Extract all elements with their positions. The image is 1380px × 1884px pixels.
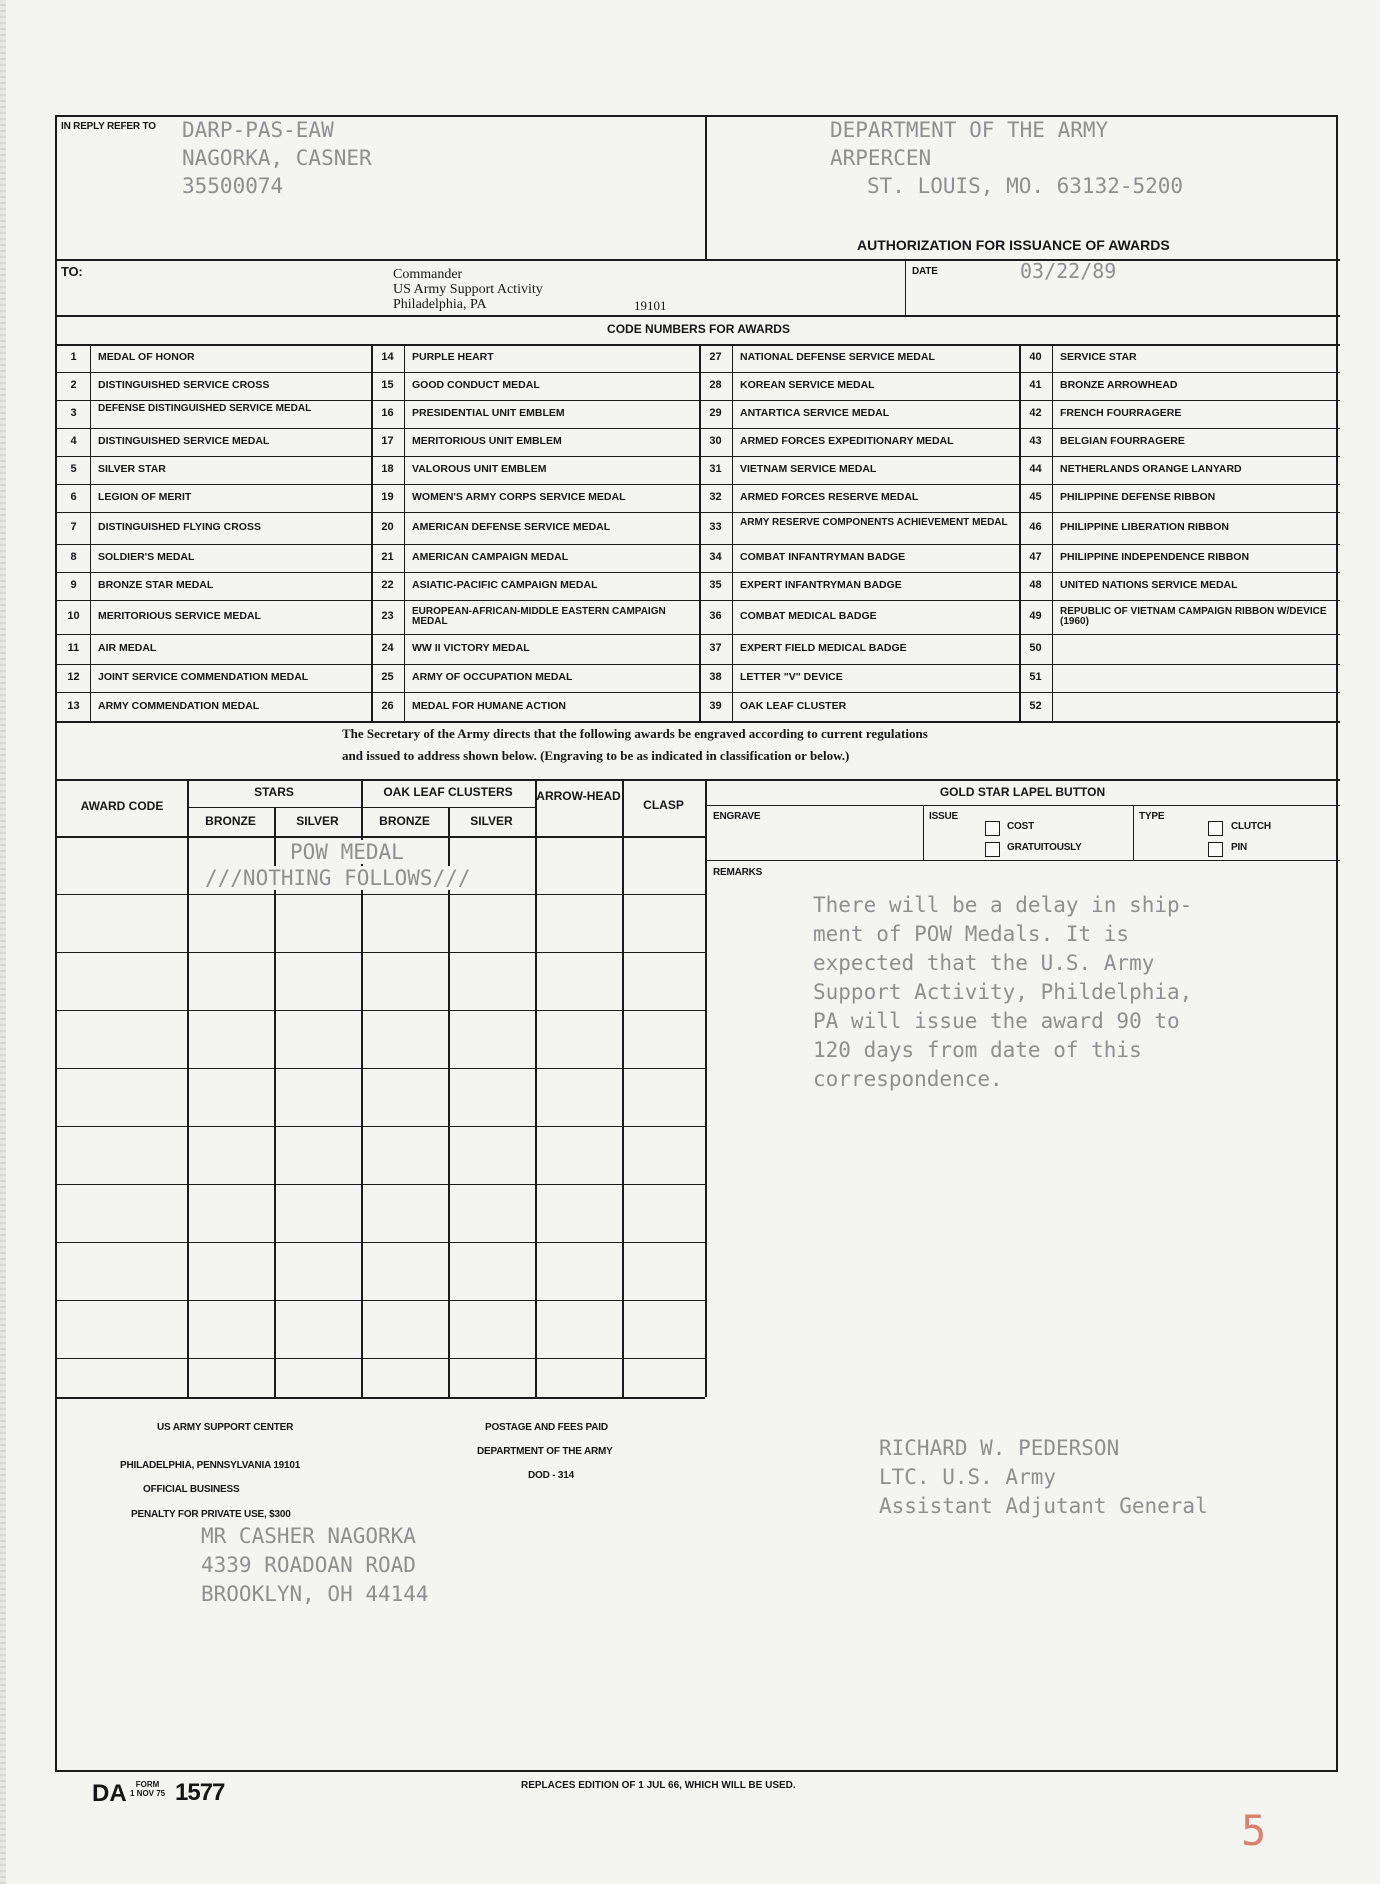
award-code-number: 8 xyxy=(70,551,77,563)
award-code-name: DISTINGUISHED SERVICE MEDAL xyxy=(98,435,270,447)
gratuitously-checkbox[interactable] xyxy=(985,842,1000,857)
footer-form-number: 1577 xyxy=(175,1779,225,1806)
award-code-name: NETHERLANDS ORANGE LANYARD xyxy=(1060,463,1242,475)
award-code-name: VIETNAM SERVICE MEDAL xyxy=(740,463,877,475)
award-row-line xyxy=(57,1126,705,1127)
engrave-label: ENGRAVE xyxy=(713,811,761,822)
award-code-number: 4 xyxy=(70,435,77,447)
reply-line-2: NAGORKA, CASNER xyxy=(182,146,372,170)
signature-line-3: Assistant Adjutant General xyxy=(879,1494,1208,1518)
remarks-line-2: ment of POW Medals. It is xyxy=(813,922,1130,946)
award-code-name: ASIATIC-PACIFIC CAMPAIGN MEDAL xyxy=(412,579,598,591)
award-code-number: 16 xyxy=(381,407,394,419)
award-code-name: JOINT SERVICE COMMENDATION MEDAL xyxy=(98,671,309,683)
award-code-name: ARMY OF OCCUPATION MEDAL xyxy=(412,671,573,683)
award-code-number: 2 xyxy=(70,379,77,391)
award-row-line xyxy=(57,1010,705,1011)
signature-line-1: RICHARD W. PEDERSON xyxy=(879,1436,1120,1460)
remarks-label: REMARKS xyxy=(713,867,763,878)
award-code-name: GOOD CONDUCT MEDAL xyxy=(412,379,540,391)
award-code-number: 27 xyxy=(709,351,722,363)
address-line-2: 4339 ROADOAN ROAD xyxy=(201,1553,416,1577)
award-code-number: 48 xyxy=(1029,579,1042,591)
arrowhead-header: ARROW-HEAD xyxy=(536,789,621,803)
award-code-number: 28 xyxy=(709,379,722,391)
award-row-line xyxy=(57,894,705,895)
date-label: DATE xyxy=(912,266,938,277)
stars-bronze-header: BRONZE xyxy=(205,814,256,828)
mailer-line-3: OFFICIAL BUSINESS xyxy=(143,1484,240,1495)
award-code-number: 32 xyxy=(709,491,722,503)
award-code-number: 18 xyxy=(381,463,394,475)
mailer-line-2: PHILADELPHIA, PENNSYLVANIA 19101 xyxy=(120,1460,301,1471)
award-code-name: EXPERT FIELD MEDICAL BADGE xyxy=(740,642,907,654)
award-code-number: 44 xyxy=(1029,463,1042,475)
remarks-line-1: There will be a delay in ship- xyxy=(813,893,1193,917)
award-code-name: PURPLE HEART xyxy=(412,351,494,363)
address-line-1: MR CASHER NAGORKA xyxy=(201,1524,416,1548)
postage-line-1: POSTAGE AND FEES PAID xyxy=(485,1422,608,1433)
gratuitously-label: GRATUITOUSLY xyxy=(1007,842,1082,853)
award-code-number: 1 xyxy=(70,351,77,363)
award-code-number: 50 xyxy=(1029,642,1042,654)
award-code-name: COMBAT INFANTRYMAN BADGE xyxy=(740,551,906,563)
award-code-number: 25 xyxy=(381,671,394,683)
remarks-line-7: correspondence. xyxy=(813,1067,1003,1091)
remarks-line-5: PA will issue the award 90 to xyxy=(813,1009,1180,1033)
award-code-name: DISTINGUISHED FLYING CROSS xyxy=(98,521,261,533)
award-code-number: 35 xyxy=(709,579,722,591)
award-code-name: NATIONAL DEFENSE SERVICE MEDAL xyxy=(740,351,935,363)
type-label: TYPE xyxy=(1139,811,1165,822)
award-code-number: 38 xyxy=(709,671,722,683)
award-code-name: MEDAL OF HONOR xyxy=(98,351,195,363)
award-code-number: 23 xyxy=(381,610,394,622)
award-row-line xyxy=(57,952,705,953)
reply-line-1: DARP-PAS-EAW xyxy=(182,118,334,142)
award-code-name: DEFENSE DISTINGUISHED SERVICE MEDAL xyxy=(98,403,312,414)
postage-line-3: DOD - 314 xyxy=(528,1470,574,1481)
directive-line-1: The Secretary of the Army directs that the following awards be engraved according to current regulations xyxy=(342,726,928,741)
award-code-name: REPUBLIC OF VIETNAM CAMPAIGN RIBBON W/DEVICE (1960) xyxy=(1060,606,1327,627)
award-code-name: DISTINGUISHED SERVICE CROSS xyxy=(98,379,270,391)
oak-silver-header: SILVER xyxy=(470,814,513,828)
remarks-line-4: Support Activity, Phildelphia, xyxy=(813,980,1193,1004)
award-code-name: ARMY RESERVE COMPONENTS ACHIEVEMENT MEDAL xyxy=(740,517,1008,528)
award-code-name: WW II VICTORY MEDAL xyxy=(412,642,530,654)
dept-line-3: ST. LOUIS, MO. 63132-5200 xyxy=(867,174,1184,198)
award-code-name: ARMED FORCES RESERVE MEDAL xyxy=(740,491,919,503)
award-code-number: 20 xyxy=(381,521,394,533)
award-row-line xyxy=(57,1300,705,1301)
award-code-number: 40 xyxy=(1029,351,1042,363)
award-code-number: 43 xyxy=(1029,435,1042,447)
award-code-name: MERITORIOUS UNIT EMBLEM xyxy=(412,435,562,447)
postage-line-2: DEPARTMENT OF THE ARMY xyxy=(477,1446,613,1457)
award-code-header: AWARD CODE xyxy=(80,799,164,813)
award-entry-pow-medal: POW MEDAL xyxy=(290,840,404,864)
award-code-name: PHILIPPINE DEFENSE RIBBON xyxy=(1060,491,1216,503)
award-code-number: 9 xyxy=(70,579,77,591)
award-code-number: 31 xyxy=(709,463,722,475)
award-code-number: 26 xyxy=(381,699,394,712)
award-code-name: COMBAT MEDICAL BADGE xyxy=(740,610,877,622)
page-edge xyxy=(0,0,6,1884)
to-line-2: US Army Support Activity xyxy=(393,282,543,297)
clutch-checkbox[interactable] xyxy=(1208,821,1223,836)
signature-line-2: LTC. U.S. Army xyxy=(879,1465,1057,1489)
award-code-number: 3 xyxy=(70,407,77,419)
award-code-name: PHILIPPINE LIBERATION RIBBON xyxy=(1060,521,1229,533)
to-label: TO: xyxy=(61,264,83,279)
reply-label: IN REPLY REFER TO xyxy=(61,121,156,132)
codes-title: CODE NUMBERS FOR AWARDS xyxy=(607,322,790,336)
award-code-name: SERVICE STAR xyxy=(1060,351,1137,363)
to-line-3: Philadelphia, PA xyxy=(393,297,487,312)
clasp-header: CLASP xyxy=(643,798,684,812)
award-code-number: 36 xyxy=(709,610,722,622)
award-code-name: BELGIAN FOURRAGERE xyxy=(1060,435,1185,447)
award-code-number: 17 xyxy=(381,435,394,447)
award-code-name: MERITORIOUS SERVICE MEDAL xyxy=(98,610,261,622)
award-code-number: 47 xyxy=(1029,551,1042,563)
footer-form-word: FORM xyxy=(135,1780,160,1789)
award-code-name: BRONZE ARROWHEAD xyxy=(1060,379,1178,391)
issue-label: ISSUE xyxy=(929,811,959,822)
cost-checkbox[interactable] xyxy=(985,821,1000,836)
reply-line-3: 35500074 xyxy=(182,174,284,198)
award-row-line xyxy=(57,1242,705,1243)
award-code-number: 13 xyxy=(67,699,80,712)
footer-replaces: REPLACES EDITION OF 1 JUL 66, WHICH WILL BE USED. xyxy=(521,1780,796,1791)
award-code-number: 30 xyxy=(709,435,722,447)
award-code-number: 51 xyxy=(1029,671,1042,683)
stars-silver-header: SILVER xyxy=(296,814,339,828)
pin-label: PIN xyxy=(1231,842,1248,853)
address-line-3: BROOKLYN, OH 44144 xyxy=(201,1582,429,1606)
dept-line-1: DEPARTMENT OF THE ARMY xyxy=(830,118,1109,142)
award-code-name: LETTER "V" DEVICE xyxy=(740,671,843,683)
award-code-name: AMERICAN CAMPAIGN MEDAL xyxy=(412,551,569,563)
cost-label: COST xyxy=(1007,821,1034,832)
award-code-number: 45 xyxy=(1029,491,1042,503)
form-title: AUTHORIZATION FOR ISSUANCE OF AWARDS xyxy=(857,237,1170,253)
award-code-name: ARMY COMMENDATION MEDAL xyxy=(98,699,260,712)
to-zip: 19101 xyxy=(634,298,667,313)
award-code-number: 12 xyxy=(67,671,80,683)
award-code-name: MEDAL FOR HUMANE ACTION xyxy=(412,699,566,712)
award-code-name: VALOROUS UNIT EMBLEM xyxy=(412,463,547,475)
award-code-name: LEGION OF MERIT xyxy=(98,491,192,503)
award-code-number: 33 xyxy=(709,521,722,533)
award-code-number: 5 xyxy=(70,463,77,475)
award-code-number: 52 xyxy=(1029,699,1042,712)
award-code-name: EUROPEAN-AFRICAN-MIDDLE EASTERN CAMPAIGN MEDAL xyxy=(412,606,666,627)
award-code-name: AMERICAN DEFENSE SERVICE MEDAL xyxy=(412,521,611,533)
award-code-number: 24 xyxy=(381,642,394,654)
clutch-label: CLUTCH xyxy=(1231,821,1271,832)
award-code-number: 7 xyxy=(70,521,77,533)
pin-checkbox[interactable] xyxy=(1208,842,1223,857)
award-row-line xyxy=(57,1358,705,1359)
award-code-name: FRENCH FOURRAGERE xyxy=(1060,407,1182,419)
mailer-line-4: PENALTY FOR PRIVATE USE, $300 xyxy=(131,1509,291,1520)
stars-header: STARS xyxy=(254,785,294,799)
award-code-name: AIR MEDAL xyxy=(98,642,157,654)
award-code-number: 6 xyxy=(70,491,77,503)
nothing-follows: ///NOTHING FOLLOWS/// xyxy=(205,866,471,890)
award-code-name: WOMEN'S ARMY CORPS SERVICE MEDAL xyxy=(412,491,626,503)
date-value: 03/22/89 xyxy=(1020,259,1117,283)
award-code-number: 42 xyxy=(1029,407,1042,419)
award-row-line xyxy=(57,1184,705,1185)
award-code-name: ANTARTICA SERVICE MEDAL xyxy=(740,407,890,419)
award-code-number: 39 xyxy=(709,699,722,712)
mailer-line-1: US ARMY SUPPORT CENTER xyxy=(157,1422,294,1433)
award-code-number: 21 xyxy=(381,551,394,563)
award-code-number: 14 xyxy=(381,351,394,363)
oak-leaf-header: OAK LEAF CLUSTERS xyxy=(383,785,513,799)
gold-star-title: GOLD STAR LAPEL BUTTON xyxy=(939,785,1106,799)
dept-line-2: ARPERCEN xyxy=(830,146,932,170)
award-code-name: ARMED FORCES EXPEDITIONARY MEDAL xyxy=(740,435,954,447)
award-code-number: 37 xyxy=(709,642,722,654)
award-row-line xyxy=(57,1068,705,1069)
award-code-number: 49 xyxy=(1029,610,1042,622)
award-code-number: 29 xyxy=(709,407,722,419)
award-code-name: KOREAN SERVICE MEDAL xyxy=(740,379,875,391)
directive-line-2: and issued to address shown below. (Engraving to be as indicated in classification or below.) xyxy=(342,748,850,763)
award-code-number: 15 xyxy=(381,379,394,391)
footer-da: DA xyxy=(92,1780,127,1807)
award-code-name: SILVER STAR xyxy=(98,463,166,475)
award-code-name: BRONZE STAR MEDAL xyxy=(98,579,214,591)
to-line-1: Commander xyxy=(393,267,463,282)
footer-form-block xyxy=(130,1780,165,1798)
award-code-number: 11 xyxy=(67,642,80,654)
oak-bronze-header: BRONZE xyxy=(379,814,430,828)
award-code-number: 22 xyxy=(381,579,394,591)
footer-form-date: 1 NOV 75 xyxy=(130,1789,166,1798)
award-code-number: 19 xyxy=(381,491,394,503)
award-code-number: 10 xyxy=(67,610,80,622)
award-code-number: 46 xyxy=(1029,521,1042,533)
page-mark: 5 xyxy=(1241,1806,1267,1855)
award-code-name: OAK LEAF CLUSTER xyxy=(740,699,847,712)
award-code-name: EXPERT INFANTRYMAN BADGE xyxy=(740,579,902,591)
remarks-line-6: 120 days from date of this xyxy=(813,1038,1142,1062)
award-code-name: SOLDIER'S MEDAL xyxy=(98,551,195,563)
award-code-number: 41 xyxy=(1029,379,1042,391)
award-code-name: PRESIDENTIAL UNIT EMBLEM xyxy=(412,407,565,419)
award-code-name: PHILIPPINE INDEPENDENCE RIBBON xyxy=(1060,551,1250,563)
remarks-line-3: expected that the U.S. Army xyxy=(813,951,1155,975)
da-form-1577 xyxy=(55,115,1338,1772)
header-divider xyxy=(705,117,707,259)
award-code-name: UNITED NATIONS SERVICE MEDAL xyxy=(1060,579,1238,591)
award-code-number: 34 xyxy=(709,551,722,563)
